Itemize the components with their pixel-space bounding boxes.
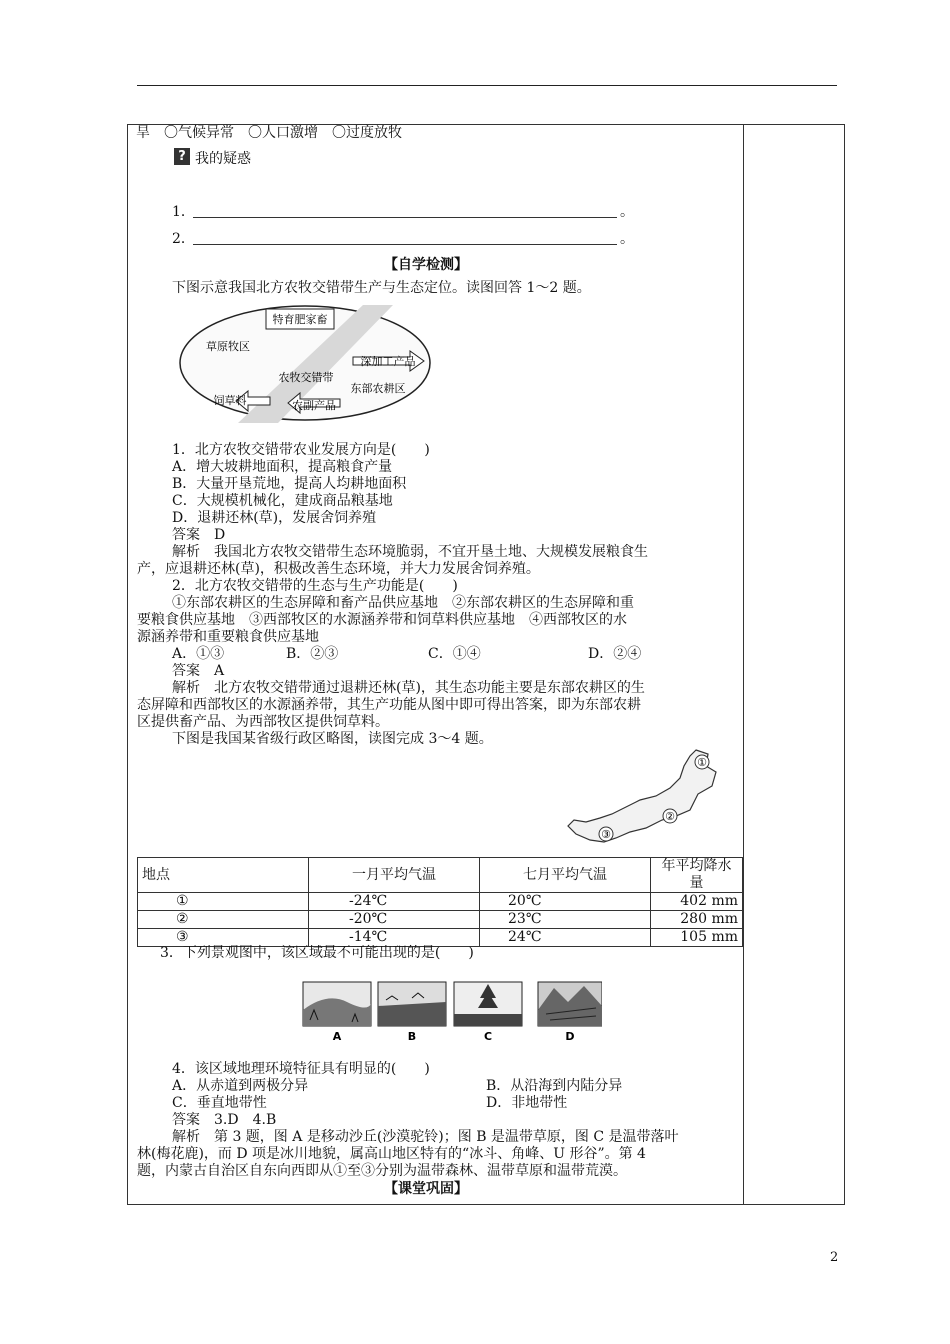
- table-row: ② -20℃ 23℃ 280 mm: [138, 911, 743, 929]
- q1-option-c: C．大规模机械化，建成商品粮基地: [172, 493, 393, 509]
- q2-line-2: 要粮食供应基地 ③西部牧区的水源涵养带和饲草料供应基地 ④西部牧区的水: [137, 612, 627, 628]
- header-fragment: 旱 〇气候异常 〇人口激增 〇过度放牧: [136, 125, 402, 141]
- column-divider: [743, 124, 744, 1205]
- table-row: ③ -14℃ 24℃ 105 mm: [138, 929, 743, 947]
- fig1-label-5: 饲草料: [213, 394, 247, 407]
- q4-analysis-2: 林(梅花鹿)，而 D 项是冰川地貌，属高山地区特有的“冰斗、角峰、U 形谷”。第 4: [137, 1146, 646, 1162]
- picture-label-b: B: [407, 1030, 417, 1042]
- q2-analysis-3: 区提供畜产品、为西部牧区提供饲草料。: [137, 714, 389, 730]
- q4-analysis-1: 解析 第 3 题，图 A 是移动沙丘(沙漠驼铃)；图 B 是温带草原，图 C 是温带落叶: [172, 1129, 679, 1145]
- q2-stem: 2．北方农牧交错带的生态与生产功能是( ): [172, 578, 458, 594]
- doubt-end-1: 。: [620, 204, 634, 220]
- farming-pastoral-diagram: [178, 303, 433, 423]
- fig1-label-7: 农副产品: [292, 399, 336, 412]
- header-rule: [137, 85, 837, 86]
- intro-1: 下图示意我国北方农牧交错带生产与生态定位。读图回答 1～2 题。: [172, 280, 591, 296]
- q2-line-1: ①东部农耕区的生态屏障和畜产品供应基地 ②东部农耕区的生态屏障和重: [172, 595, 634, 611]
- q2-option-c: C．①④: [428, 646, 481, 662]
- map-marker-3: ③: [601, 828, 611, 841]
- doubt-blank-1[interactable]: [193, 217, 617, 218]
- fig1-label-4: 农牧交错带: [278, 371, 334, 384]
- q4-option-a: A．从赤道到两极分异: [172, 1078, 309, 1094]
- table-header: 一月平均气温: [309, 858, 480, 893]
- fig1-label-1: 特育肥家畜: [272, 313, 328, 326]
- map-marker-2: ②: [665, 810, 675, 823]
- province-map: [566, 748, 746, 848]
- q2-option-a: A．①③: [172, 646, 225, 662]
- q2-option-d: D．②④: [588, 646, 642, 662]
- table-row: ① -24℃ 20℃ 402 mm: [138, 893, 743, 911]
- picture-label-c: C: [483, 1030, 493, 1042]
- q1-stem: 1．北方农牧交错带农业发展方向是( ): [172, 442, 430, 458]
- q2-analysis-2: 态屏障和西部牧区的水源涵养带，其生产功能从图中即可得出答案，即为东部农耕: [137, 697, 641, 713]
- table-header: 七月平均气温: [480, 858, 651, 893]
- question-mark-icon: ?: [174, 148, 190, 165]
- doubt-blank-2[interactable]: [193, 244, 617, 245]
- picture-label-a: A: [332, 1030, 342, 1042]
- q1-option-d: D．退耕还林(草)，发展舍饲养殖: [172, 510, 377, 526]
- section-consolidate: 【课堂巩固】: [384, 1181, 468, 1197]
- q1-answer: 答案 D: [172, 527, 226, 543]
- section-self-test: 【自学检测】: [384, 257, 468, 273]
- q3-stem: 3．下列景观图中，该区域最不可能出现的是( ): [160, 945, 474, 961]
- climate-table: [137, 857, 743, 947]
- page-number: 2: [830, 1250, 839, 1265]
- q1-analysis-2: 产，应退耕还林(草)，积极改善生态环境，并大力发展舍饲养殖。: [137, 561, 540, 577]
- q4-stem: 4．该区域地理环境特征具有明显的( ): [172, 1061, 430, 1077]
- map-marker-1: ①: [697, 756, 707, 769]
- fig1-label-6: 东部农耕区: [350, 382, 406, 395]
- q2-option-b: B．②③: [286, 646, 339, 662]
- intro-2: 下图是我国某省级行政区略图，读图完成 3～4 题。: [172, 731, 493, 747]
- q2-answer: 答案 A: [172, 663, 225, 679]
- doubt-item-1: 1．: [172, 204, 195, 220]
- fig1-label-2: 草原牧区: [206, 340, 250, 353]
- table-header: 地点: [138, 858, 309, 893]
- q1-option-b: B．大量开垦荒地，提高人均耕地面积: [172, 476, 407, 492]
- table-header: 年平均降水量: [651, 858, 743, 893]
- landscape-pictures: [302, 980, 602, 1042]
- q1-analysis-1: 解析 我国北方农牧交错带生态环境脆弱，不宜开垦土地、大规模发展粮食生: [172, 544, 648, 560]
- q1-option-a: A．增大坡耕地面积，提高粮食产量: [172, 459, 393, 475]
- q4-answer: 答案 3.D 4.B: [172, 1112, 277, 1128]
- doubt-end-2: 。: [620, 231, 634, 247]
- picture-label-d: D: [565, 1030, 575, 1042]
- q4-analysis-3: 题，内蒙古自治区自东向西即从①至③分别为温带森林、温带草原和温带荒漠。: [137, 1163, 627, 1179]
- q2-line-3: 源涵养带和重要粮食供应基地: [137, 629, 319, 645]
- q2-analysis-1: 解析 北方农牧交错带通过退耕还林(草)，其生态功能主要是东部农耕区的生: [172, 680, 645, 696]
- q4-option-c: C．垂直地带性: [172, 1095, 267, 1111]
- q4-option-b: B．从沿海到内陆分异: [486, 1078, 623, 1094]
- doubt-item-2: 2．: [172, 231, 195, 247]
- q4-option-d: D．非地带性: [486, 1095, 568, 1111]
- fig1-label-3: 深加工产品: [360, 355, 416, 368]
- doubt-title: 我的疑惑: [195, 151, 251, 167]
